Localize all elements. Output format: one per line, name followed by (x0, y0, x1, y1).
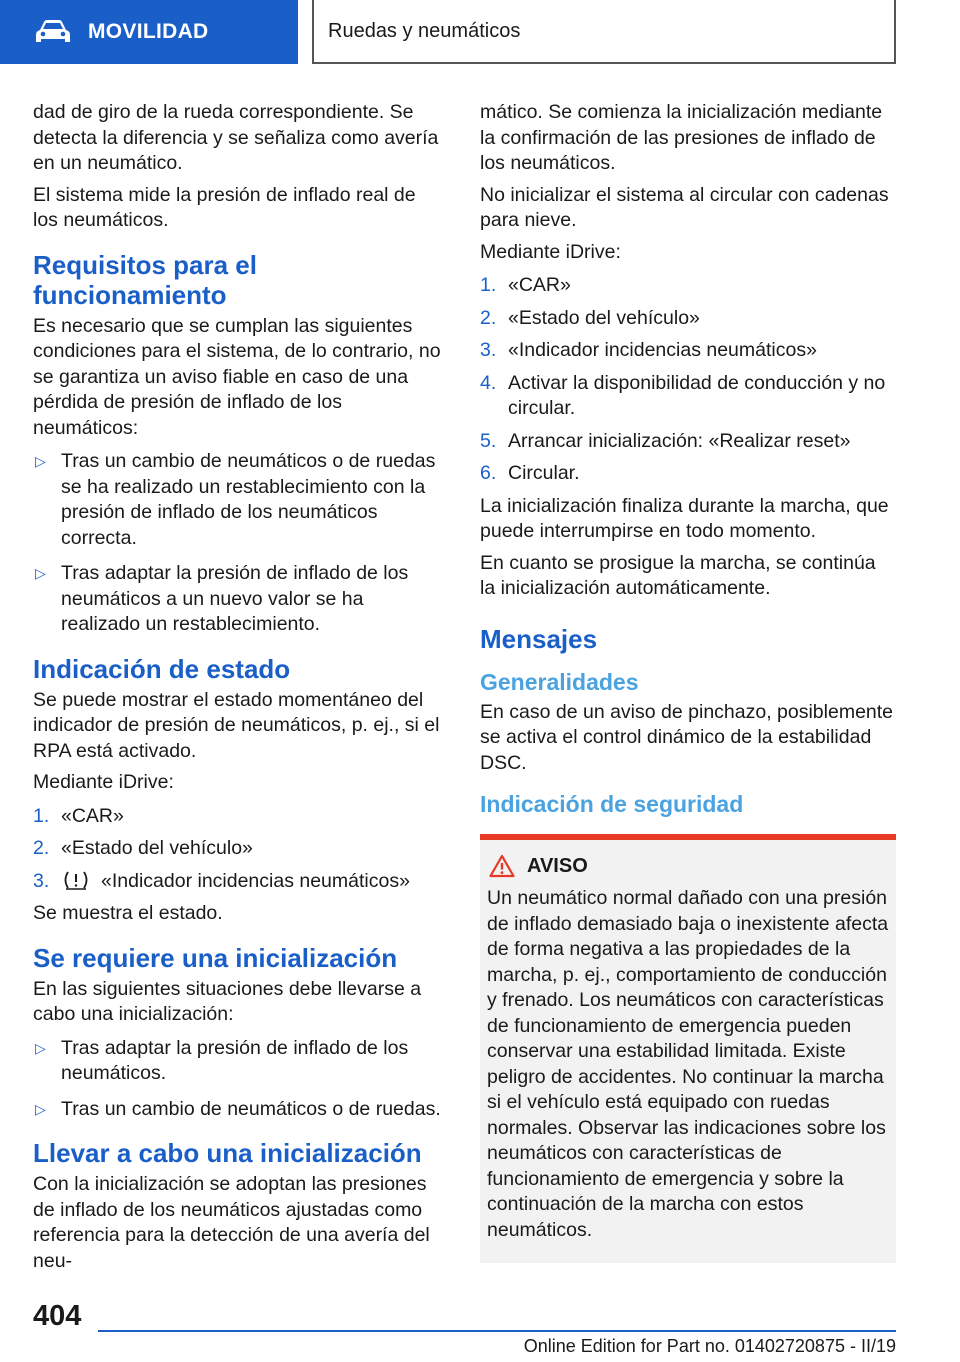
page-number: 404 (33, 1300, 82, 1332)
step-list (33, 804, 445, 895)
triangle-bullet-icon: ▷ (35, 453, 46, 469)
section-title: MOVILIDAD (88, 20, 209, 43)
car-icon (34, 18, 72, 46)
chapter-title: Ruedas y neumáticos (328, 19, 521, 42)
list-item: 6. Circular. (480, 462, 580, 484)
list-item: ▷ Tras adaptar la presión de inflado de los neumáticos a un nuevo valor se ha realizado un restablecimiento. (35, 562, 409, 635)
list-item: 5. Arrancar inicialización: «Realizar reset» (480, 429, 851, 452)
heading-seguridad: Indicación de seguridad (480, 791, 744, 817)
list-item: 4. Activar la disponibilidad de conducción y no circular. (480, 371, 886, 419)
paragraph: Se puede mostrar el estado momentáneo del indicador de presión de neumáticos, p. ej., si el RPA está activado. (33, 688, 440, 762)
notice-title: AVISO (489, 854, 889, 878)
notice-text: Un neumático normal dañado con una presión de inflado demasiado baja o inexistente afecta de forma negativa a las propiedades de la marcha, p. ej., comportamiento de conducción y frenado. Los neumáticos con características de funcionamiento de emergencia pueden conservar una estabilidad limitada. Existe peligro de accidentes. No continuar la marcha si el vehículo está equipado con ruedas normales. Observar las indicaciones sobre los neumáticos con características de funcionamiento de emergencia y sobre la continuación de la marcha con estos neumáticos. (487, 887, 889, 1241)
paragraph: La inicialización finaliza durante la marcha, que puede interrumpirse en todo momento. (480, 494, 889, 542)
paragraph: Se muestra el estado. (33, 902, 223, 924)
list-item: 3. «Indicador incidencias neumáticos» (33, 869, 410, 892)
list-item: ▷ Tras un cambio de neumáticos o de ruedas se ha realizado un restablecimiento con la presión de inflado de los neumáticos correcta. (35, 450, 436, 549)
step-list (480, 273, 896, 487)
paragraph: mático. Se comienza la inicialización mediante la confirmación de las presiones de inflado de los neumáticos. (480, 101, 883, 174)
left-column (33, 100, 445, 1280)
footer-divider (98, 1330, 896, 1332)
bullet-list (33, 1036, 445, 1123)
list-item: 2. «Estado del vehículo» (33, 837, 253, 859)
list-item: 1. «CAR» (33, 804, 124, 827)
list-item: 3. «Indicador incidencias neumáticos» (480, 339, 817, 361)
heading-mensajes: Mensajes (480, 623, 598, 654)
list-item: ▷ Tras un cambio de neumáticos o de ruedas. (33, 1097, 445, 1123)
section-tab (0, 0, 298, 64)
heading-requiere: Se requiere una inicialización (33, 942, 398, 973)
bullet-list (33, 449, 445, 638)
chapter-tab (312, 0, 896, 64)
paragraph: dad de giro de la rueda correspondiente. Se detecta la diferencia y se señaliza como avería en un neumático. (33, 101, 439, 174)
paragraph: En caso de un aviso de pinchazo, posiblemente se activa el control dinámico de la estabilidad DSC. (480, 700, 894, 774)
paragraph: Mediante iDrive: (480, 240, 621, 263)
page-footer (0, 1300, 960, 1362)
paragraph: En cuanto se prosigue la marcha, se continúa la inicialización automáticamente. (480, 551, 876, 599)
paragraph: Es necesario que se cumplan las siguientes condiciones para el sistema, de lo contrario, no se garantiza un aviso fiable en caso de una pérdida de presión de inflado de los neumáticos: (33, 314, 441, 439)
paragraph: No inicializar el sistema al circular con cadenas para nieve. (480, 183, 889, 231)
paragraph: En las siguientes situaciones debe llevarse a cabo una inicialización: (33, 977, 422, 1025)
triangle-bullet-icon: ▷ (35, 1039, 46, 1056)
heading-llevar: Llevar a cabo una inicialización (33, 1138, 422, 1168)
paragraph: El sistema mide la presión de inflado real de los neumáticos. (33, 183, 416, 231)
heading-requisitos: Requisitos para el funcionamiento (33, 249, 257, 310)
list-item: ▷ Tras adaptar la presión de inflado de los neumáticos. (35, 1036, 409, 1084)
paragraph: Mediante iDrive: (33, 771, 174, 793)
tire-pressure-warning-icon (61, 869, 91, 891)
triangle-bullet-icon: ▷ (35, 565, 46, 581)
heading-generalidades: Generalidades (480, 668, 639, 695)
warning-notice (480, 834, 896, 1263)
paragraph: Con la inicialización se adoptan las presiones de inflado de los neumáticos ajustadas como referencia para la detección de una avería del neu- (33, 1173, 430, 1272)
warning-triangle-icon (489, 854, 515, 878)
list-item: 1. «CAR» (480, 274, 571, 296)
triangle-bullet-icon: ▷ (35, 1100, 46, 1117)
right-column (480, 100, 896, 1263)
list-item: 2. «Estado del vehículo» (480, 306, 700, 329)
edition-text: Online Edition for Part no. 01402720875 - II/19 (523, 1336, 896, 1356)
heading-indicacion: Indicación de estado (33, 653, 291, 684)
